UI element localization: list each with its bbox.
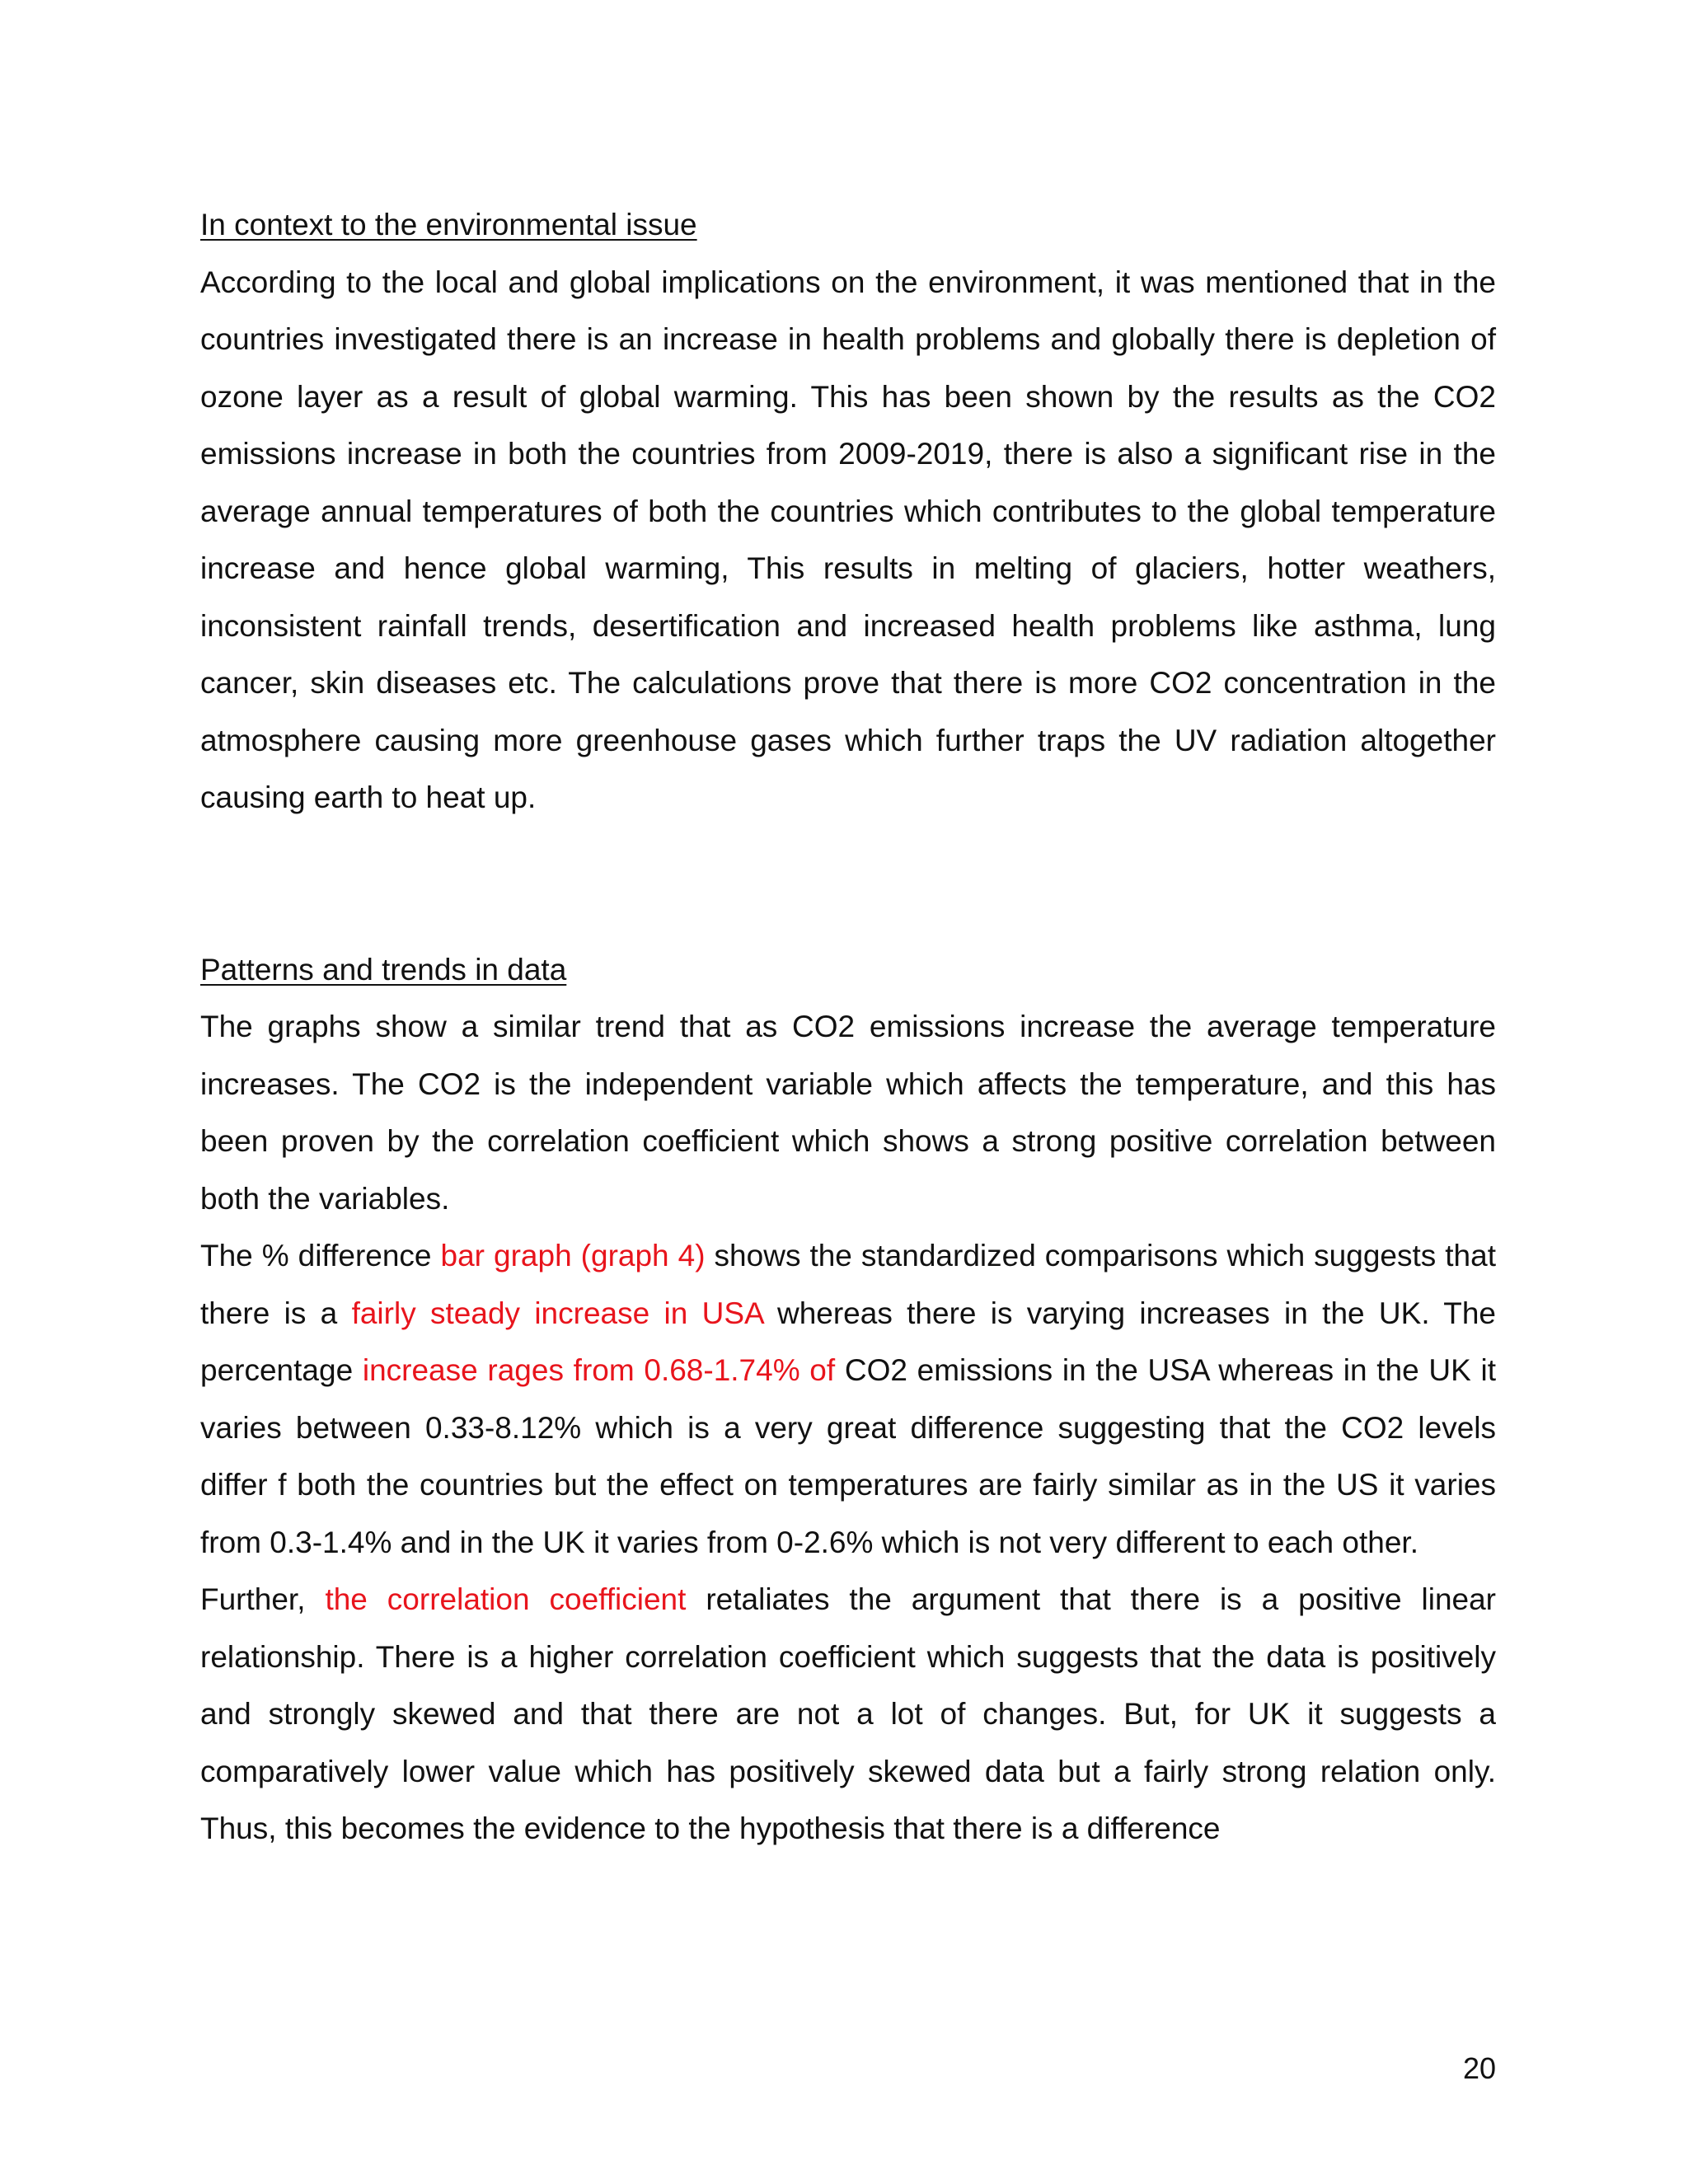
paragraph-text: Further,	[200, 1582, 326, 1616]
section-gap	[200, 827, 1496, 941]
paragraph-text: The % difference	[200, 1239, 441, 1272]
environmental-issue-paragraph: According to the local and global implications on the environment, it was mentioned that in the countries investigated there is an increase in health problems and globally there is depletion of ozone layer as a result of global warming. This has been shown by the results as the CO2 emissions increase in both the countries from 2009-2019, there is also a significant rise in the average annual temperatures of both the countries which contributes to the global temperature increase and hence global warming, This results in melting of glaciers, hotter weathers, inconsistent rainfall trends, desertification and increased health problems like asthma, lung cancer, skin diseases etc. The calculations prove that there is more CO2 concentration in the atmosphere causing more greenhouse gases which further traps the UV radiation altogether causing earth to heat up.	[200, 265, 1496, 814]
highlight-correlation-coefficient: the correlation coefficient	[325, 1582, 687, 1616]
paragraph-text: whereas there is varying increases in the UK. The percentage	[200, 1296, 1496, 1387]
page-number: 20	[1462, 2051, 1496, 2085]
highlight-increase-range: increase rages from 0.68-1.74% of	[362, 1353, 836, 1387]
section-heading-patterns-trends: Patterns and trends in data	[200, 952, 567, 987]
patterns-trends-paragraph-1: The graphs show a similar trend that as CO2 emissions increase the average temperature increases. The CO2 is the independent variable which affects the temperature, and this has been proven by the correlation coefficient which shows a strong positive correlation between both the variables.	[200, 1010, 1496, 1216]
patterns-trends-paragraph-2	[200, 1227, 1496, 1571]
highlight-steady-increase: fairly steady increase in USA	[351, 1296, 763, 1330]
paragraph-text: shows the standardized comparisons which suggests that there is a	[200, 1239, 1496, 1330]
paragraph-text: CO2 emissions in the USA whereas in the UK it varies between 0.33-8.12% which is a very great difference suggesting that the CO2 levels differ f both the countries but the effect on temperatures are fairly similar as in the US it varies from 0.3-1.4% and in the UK it varies from 0-2.6% which is not very different to each other.	[200, 1353, 1496, 1559]
paragraph-text: retaliates the argument that there is a positive linear relationship. There is a higher correlation coefficient which suggests that the data is positively and strongly skewed and that there are not a lot of changes. But, for UK it suggests a comparatively lower value which has positively skewed data but a fairly strong relation only. Thus, this becomes the evidence to the hypothesis that there is a difference	[200, 1582, 1496, 1845]
section-heading-environmental-issue: In context to the environmental issue	[200, 208, 697, 241]
document-page	[200, 196, 1496, 1858]
patterns-trends-paragraph-3	[200, 1571, 1496, 1858]
highlight-bar-graph: bar graph (graph 4)	[440, 1239, 706, 1272]
